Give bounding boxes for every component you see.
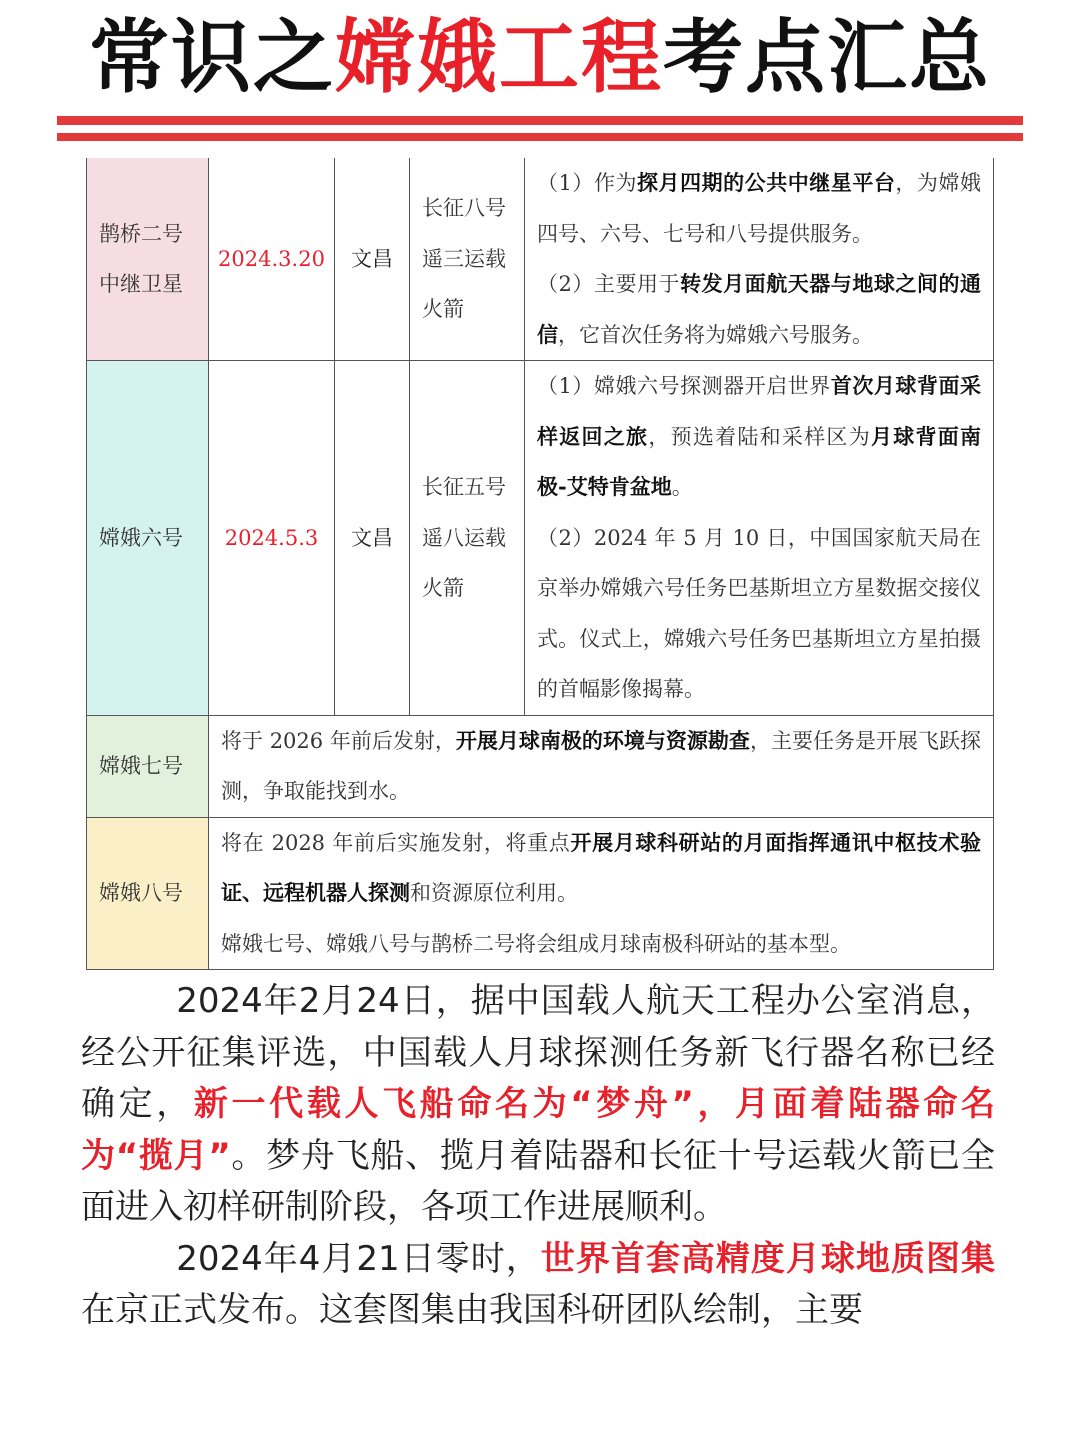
article-text: 2024年4月21日零时，: [176, 1238, 541, 1279]
table-row: [87, 817, 994, 970]
mission-name: 嫦娥八号: [99, 881, 183, 905]
mission-description: [209, 817, 994, 970]
desc-text: 和资源原位利用。: [410, 881, 578, 905]
title-highlight: 嫦娥工程: [335, 11, 663, 104]
desc-text: （1）嫦娥六号探测器开启世界: [537, 374, 831, 398]
desc-emphasis: 月球背面南极-艾特肯盆地: [537, 423, 982, 499]
desc-text: ，预选着陆和采样区为: [648, 424, 871, 449]
table-row: [87, 361, 994, 716]
article-body: [81, 976, 995, 1337]
launch-site: 文昌: [335, 361, 410, 716]
title-divider-thick: [57, 116, 1023, 125]
page-header: [0, 0, 1080, 110]
desc-text: 将在 2028 年前后实施发射，将重点: [221, 830, 571, 855]
mission-description: [209, 715, 994, 817]
rocket-line: 遥三运载: [422, 246, 506, 271]
title-suffix: 考点汇总: [663, 11, 991, 104]
article-paragraph: [81, 976, 995, 1234]
description-paragraph: [537, 158, 981, 259]
rocket-line: 长征八号: [422, 196, 506, 221]
mission-name: 嫦娥七号: [99, 753, 183, 778]
description-paragraph: 嫦娥七号、嫦娥八号与鹊桥二号将会组成月球南极科研站的基本型。: [221, 931, 851, 956]
mission-name: 鹊桥二号: [99, 221, 183, 246]
description-paragraph: [537, 361, 981, 513]
table-row: [87, 715, 994, 817]
desc-text: 将于 2026 年前后发射，: [221, 728, 456, 753]
launch-date: 2024.5.3: [209, 361, 335, 716]
mission-name-cell: [87, 715, 209, 817]
mission-description: [525, 158, 994, 361]
desc-text: ，主要任务是开展飞跃探测，争取能找到水。: [221, 728, 982, 803]
article-text: 2024年2月24日，据中国载人航天工程办公室消息，经公开征集评选，中国载人月球探测任务新飞行器名称已经确定，: [81, 981, 995, 1124]
article-highlight: 新一代载人飞船命名为“梦舟”，月面着陆器命名为“揽月”: [81, 1084, 995, 1176]
mission-name-cell: [87, 158, 209, 361]
launch-date: 2024.3.20: [209, 158, 335, 361]
page-title: [0, 0, 1080, 106]
mission-description: [525, 361, 994, 716]
desc-text: ，它首次任务将为嫦娥六号服务。: [558, 322, 873, 347]
desc-emphasis: 转发月面航天器与地球之间的通信: [537, 271, 981, 347]
mission-name: 嫦娥六号: [99, 525, 183, 550]
rocket-line: 火箭: [422, 576, 464, 600]
rocket-line: 长征五号: [422, 475, 506, 499]
article-text: 。梦舟飞船、揽月着陆器和长征十号运载火箭已全面进入初样研制阶段，各项工作进展顺利。: [81, 1135, 995, 1227]
launch-site: 文昌: [335, 158, 410, 361]
article-text: 在京正式发布。这套图集由我国科研团队绘制，主要: [81, 1290, 863, 1330]
desc-text: （1）作为: [537, 171, 638, 195]
mission-table: [86, 158, 994, 970]
article-paragraph: [81, 1234, 995, 1337]
launch-rocket: [410, 158, 525, 361]
desc-emphasis: 探月四期的公共中继星平台: [637, 170, 896, 195]
description-paragraph: [537, 513, 981, 715]
desc-emphasis: 开展月球科研站的月面指挥通讯中枢技术验证、远程机器人探测: [221, 829, 982, 905]
launch-rocket: [410, 361, 525, 716]
rocket-line: 火箭: [422, 297, 464, 322]
desc-emphasis: 开展月球南极的环境与资源勘查: [455, 727, 750, 753]
desc-text: （2）2024 年 5 月 10 日，中国国家航天局在京举办嫦娥六号任务巴基斯坦立方星数据交接仪式。仪式上，嫦娥六号任务巴基斯坦立方星拍摄的首幅影像揭幕。: [537, 525, 981, 701]
mission-name-cell: [87, 817, 209, 970]
desc-text: （2）主要用于: [537, 272, 681, 296]
mission-name-cell: [87, 361, 209, 716]
table-row: [87, 158, 994, 361]
desc-emphasis: 首次月球背面采样返回之旅: [537, 373, 981, 449]
article-highlight: 世界首套高精度月球地质图集: [540, 1238, 995, 1279]
rocket-line: 遥八运载: [422, 525, 506, 550]
desc-text: 。: [671, 475, 693, 499]
description-paragraph: [221, 818, 981, 919]
mission-name-line2: 中继卫星: [99, 272, 183, 296]
title-prefix: 常识之: [89, 11, 335, 104]
description-paragraph: [537, 259, 981, 360]
title-divider-thin: [57, 133, 1023, 141]
desc-text: ，为嫦娥四号、六号、七号和八号提供服务。: [537, 171, 981, 246]
